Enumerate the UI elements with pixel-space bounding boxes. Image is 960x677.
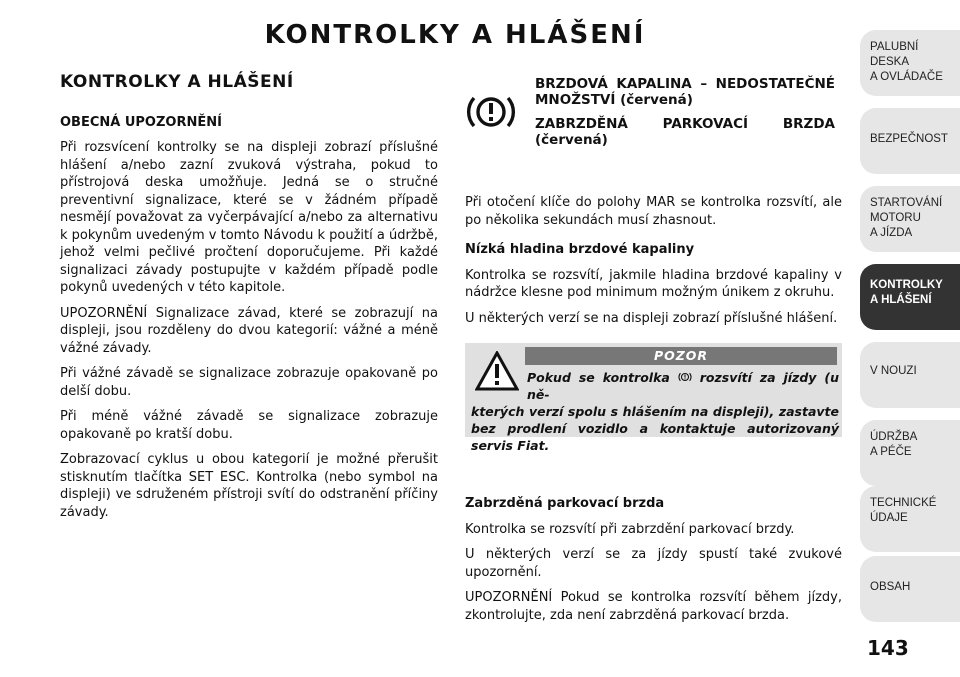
tab-label: OBSAH bbox=[870, 581, 911, 593]
warning-text: rozsvítí za jízdy (u ně- bbox=[527, 370, 839, 402]
tab-kontrolky[interactable] bbox=[860, 264, 960, 330]
paragraph: Při rozsvícení kontrolky se na displeji zobrazí příslušné hlášení a/nebo zazní zvuková výstraha, pokud to přístrojová deska umožňuje. Jedná se o stručné preventivní signalizace, které se v žádném případě nesmějí považovat za vyčerpávající a/nebo za alternativu k pokynům uvedeným v tomto Návodu k použití a údržbě, jehož velmi pečlivé pročtení doporučujeme. Při každé signalizaci závady postupujte v každém případě podle pokynů uvedených v této kapitole. bbox=[60, 140, 439, 295]
tab-palubni-deska[interactable] bbox=[860, 30, 960, 96]
paragraph: Při méně vážné závadě se signalizace zobrazuje opakovaně po kratší dobu. bbox=[60, 409, 438, 442]
right-column bbox=[465, 76, 842, 632]
paragraph: UPOZORNĚNÍ Pokud se kontrolka rozsvítí během jízdy, zkontrolujte, zda není zabrzděná parkovací brzda. bbox=[465, 590, 842, 623]
tab-label: MOTORU bbox=[870, 212, 921, 224]
tab-label: KONTROLKY bbox=[870, 279, 943, 291]
paragraph: Při otočení klíče do polohy MAR se kontrolka rozsvítí, ale po několika sekundách musí zhasnout. bbox=[465, 195, 842, 228]
brake-warning-icon bbox=[678, 371, 692, 383]
lamp-heading: BRZDOVÁ KAPALINA – NEDOSTATEČNÉ MNOŽSTVÍ (červená) bbox=[535, 76, 835, 108]
warning-text: kterých verzí spolu s hlášením na displeji), zastavte bez prodlení vozidlo a kontaktuje autorizovaný servis Fiat. bbox=[471, 404, 839, 453]
chapter-tabs bbox=[860, 0, 960, 677]
brake-warning-icon bbox=[465, 90, 517, 134]
subsection-title: Nízká hladina brzdové kapaliny bbox=[465, 242, 695, 257]
tab-udrzba[interactable] bbox=[860, 420, 960, 486]
warning-box bbox=[465, 343, 842, 453]
tab-label: A JÍZDA bbox=[870, 227, 913, 239]
page-number: 143 bbox=[867, 636, 909, 660]
lamp-heading: ZABRZDĚNÁ PARKOVACÍ BRZDA (červená) bbox=[535, 116, 835, 148]
tab-label: V NOUZI bbox=[870, 365, 917, 377]
warning-label: POZOR bbox=[525, 347, 837, 365]
subsection-title: Zabrzděná parkovací brzda bbox=[465, 496, 665, 511]
tab-label: STARTOVÁNÍ bbox=[870, 197, 943, 209]
section-title: KONTROLKY A HLÁŠENÍ bbox=[60, 72, 294, 92]
left-column bbox=[60, 74, 438, 529]
paragraph: Kontrolka se rozsvítí, jakmile hladina brzdové kapaliny v nádržce klesne pod minimum možným únikem z okruhu. bbox=[465, 267, 842, 300]
tab-label: A HLÁŠENÍ bbox=[870, 294, 932, 306]
paragraph: UPOZORNĚNÍ Signalizace závad, které se zobrazují na displeji, jsou rozděleny do dvou kategorií: vážné a méně vážné závady. bbox=[60, 305, 438, 356]
paragraph: U některých verzí se za jízdy spustí také zvukové upozornění. bbox=[465, 547, 842, 580]
subsection-title: OBECNÁ UPOZORNĚNÍ bbox=[60, 114, 222, 130]
tab-technicke-udaje[interactable] bbox=[860, 486, 960, 552]
paragraph: U některých verzí se na displeji zobrazí příslušné hlášení. bbox=[465, 310, 838, 326]
page-title: KONTROLKY A HLÁŠENÍ bbox=[264, 20, 646, 50]
tab-label: BEZPEČNOST bbox=[870, 133, 948, 145]
tab-label: ÚDAJE bbox=[870, 512, 908, 524]
warning-text: Pokud se kontrolka bbox=[527, 370, 670, 385]
tab-obsah[interactable] bbox=[860, 556, 960, 622]
tab-label: A PÉČE bbox=[870, 446, 912, 458]
paragraph: Při vážné závadě se signalizace zobrazuje opakovaně po delší dobu. bbox=[60, 366, 438, 399]
tab-startovani[interactable] bbox=[860, 186, 960, 252]
tab-label: TECHNICKÉ bbox=[870, 497, 937, 509]
tab-v-nouzi[interactable] bbox=[860, 342, 960, 408]
tab-label: PALUBNÍ DESKA bbox=[870, 41, 919, 68]
tab-label: A OVLÁDAČE bbox=[870, 71, 943, 83]
paragraph: Kontrolka se rozsvítí při zabrzdění parkovací brzdy. bbox=[465, 521, 795, 537]
lamp-heading-block bbox=[465, 76, 842, 194]
tab-bezpecnost[interactable] bbox=[860, 108, 960, 174]
paragraph: Zobrazovací cyklus u obou kategorií je možné přerušit stisknutím tlačítka SET ESC. Kontrolka (nebo symbol na displeji) ve sdruženém přístroji svítí do odstranění příčiny závady. bbox=[60, 452, 438, 520]
tab-label: ÚDRŽBA bbox=[870, 431, 918, 443]
